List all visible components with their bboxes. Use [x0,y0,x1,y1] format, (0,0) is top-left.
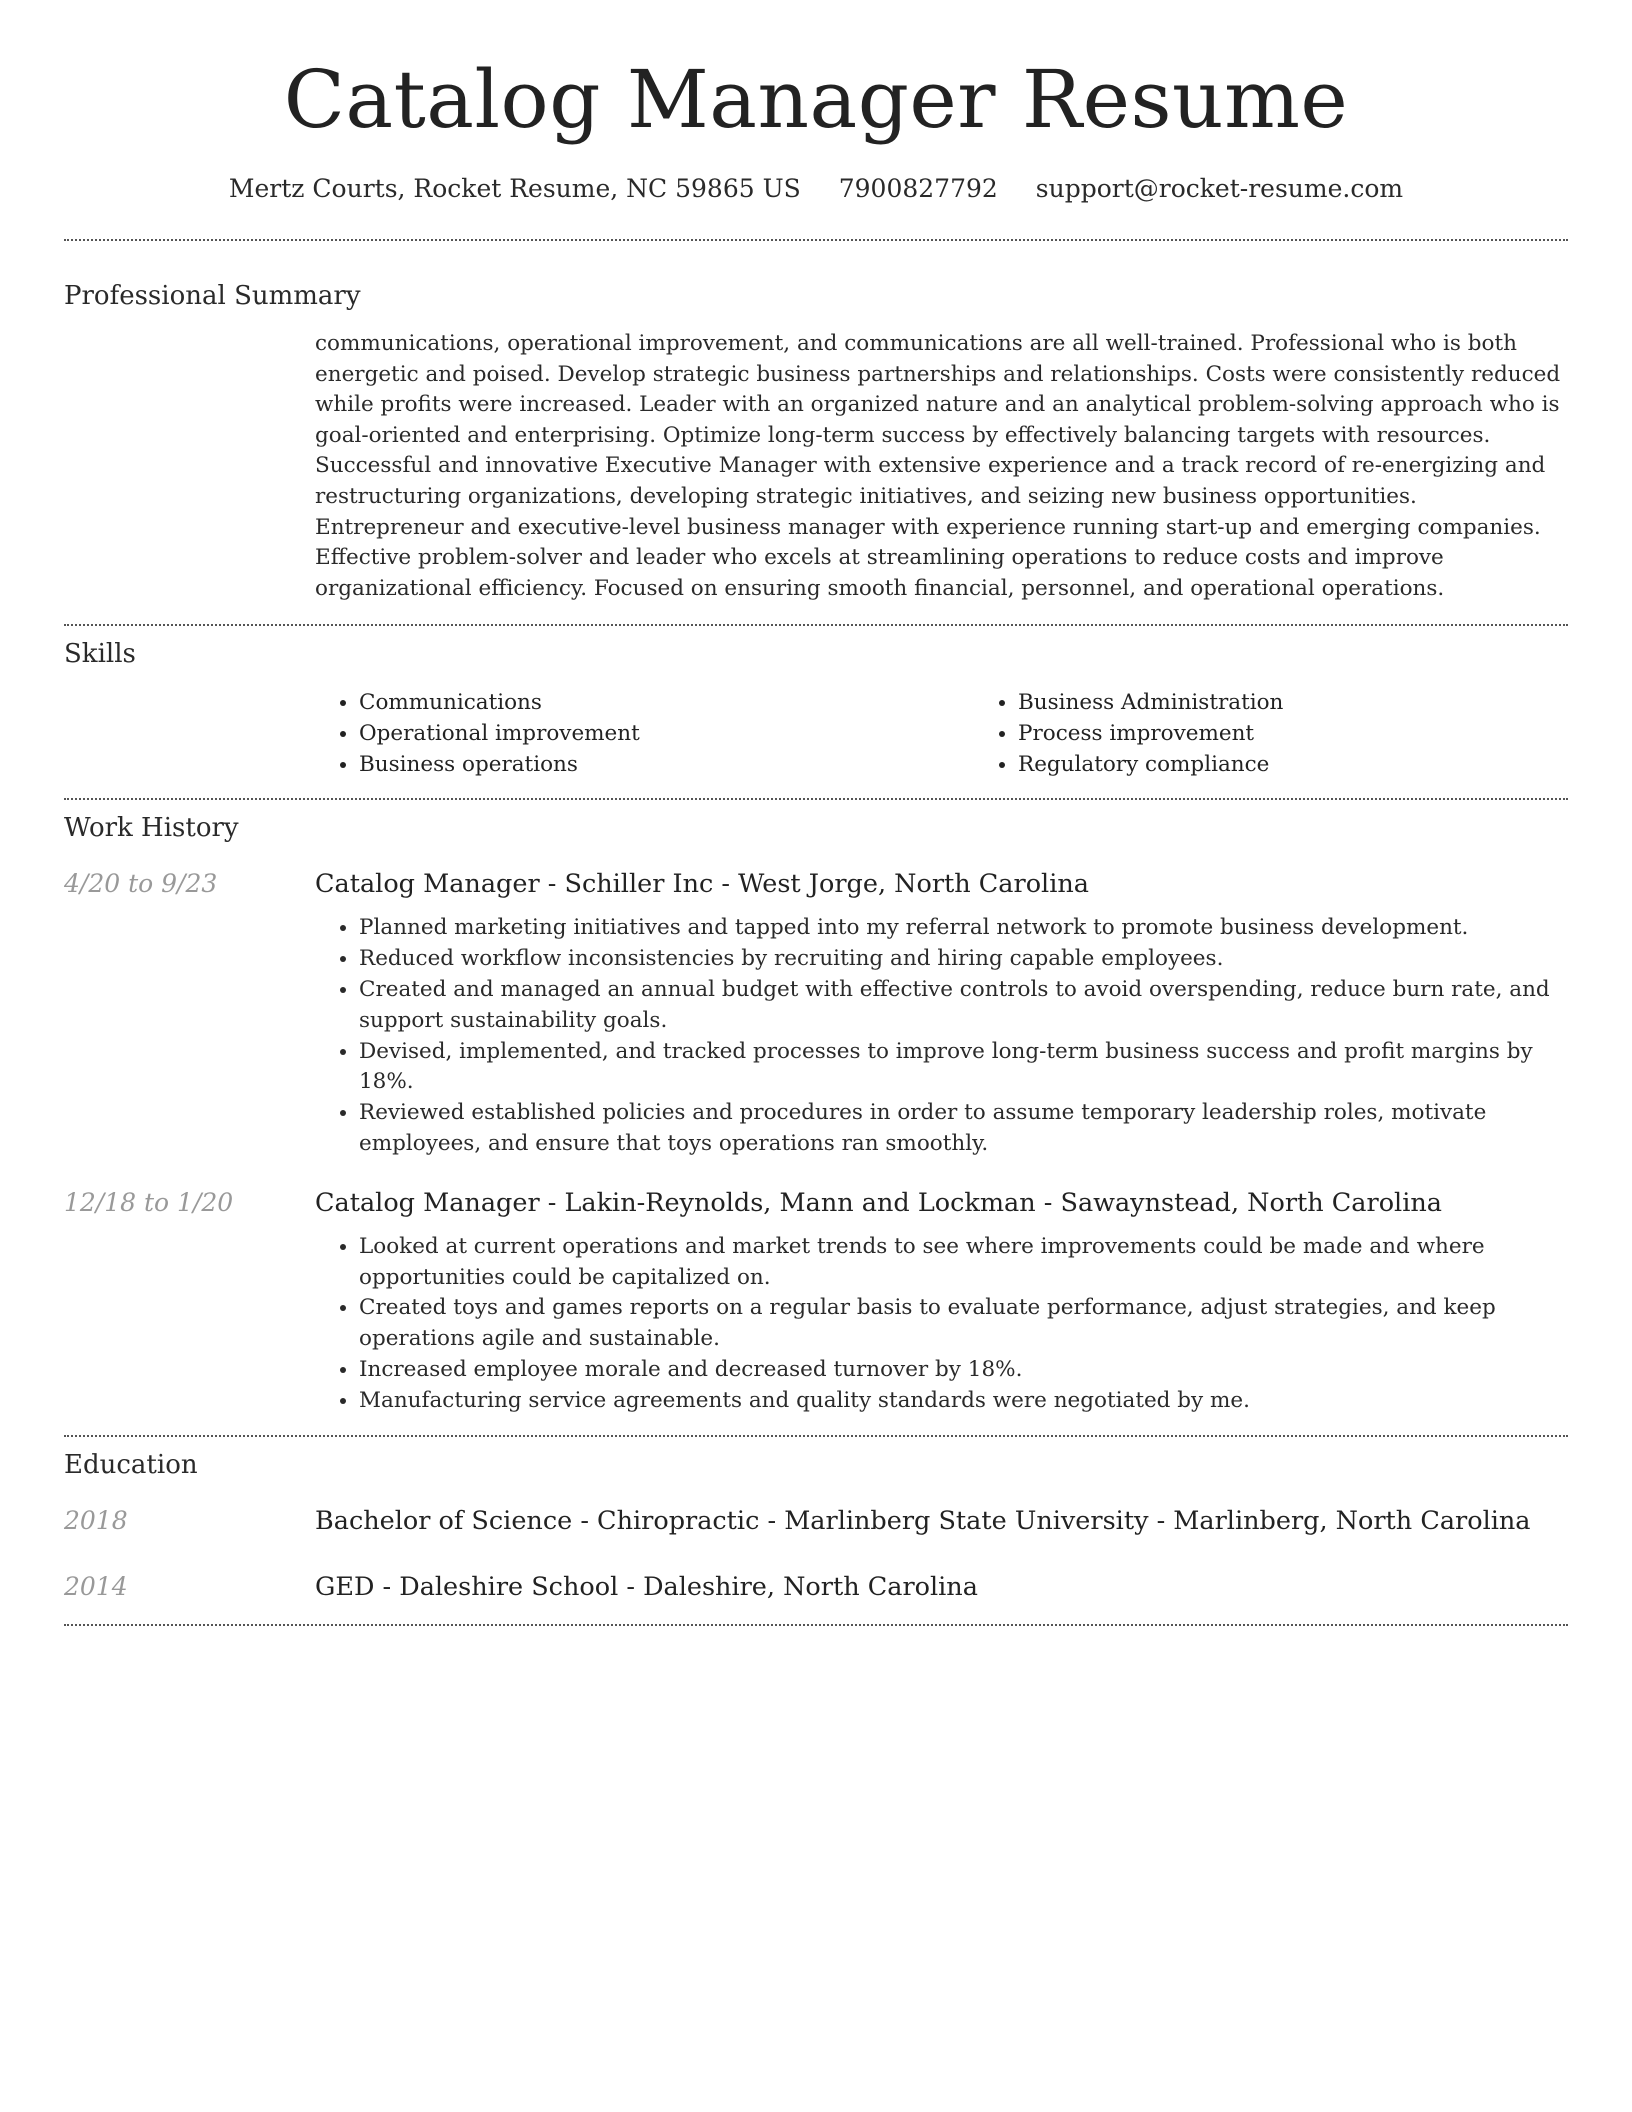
skills-list-right [974,687,1283,780]
contact-email: support@rocket-resume.com [1035,174,1404,203]
skill-item: • Process improvement [1018,718,1283,749]
job-bullet: • Increased employee morale and decreased turnover by 18%. [359,1355,1568,1386]
skills-list-left [315,687,974,780]
education-title: GED - Daleshire School - Daleshire, North Carolina [315,1571,978,1602]
job-entry [64,869,1568,1159]
summary-heading: Professional Summary [64,281,361,311]
divider [64,798,1568,800]
job-bullet: • Looked at current operations and market trends to see where improvements could be made and where opportunities could be capitalized on. [359,1232,1568,1294]
resume-page [64,0,1568,1626]
contact-address: Mertz Courts, Rocket Resume, NC 59865 US [228,174,801,203]
job-bullet: • Reviewed established policies and procedures in order to assume temporary leadership roles, motivate employees, and ensure that toys operations ran smoothly. [359,1098,1568,1160]
work-heading: Work History [64,813,239,844]
divider [64,239,1568,241]
job-bullet: • Manufacturing service agreements and quality standards were negotiated by me. [359,1386,1568,1417]
divider [64,1435,1568,1437]
education-heading: Education [64,1449,198,1480]
job-bullet: • Reduced workflow inconsistencies by recruiting and hiring capable employees. [359,944,1568,975]
job-bullets [315,913,1568,1159]
work-section [64,813,1568,1416]
skill-item: • Communications [359,687,974,718]
skills-heading: Skills [64,639,136,670]
job-bullet: • Devised, implemented, and tracked processes to improve long-term business success and profit margins by 18%. [359,1037,1568,1099]
job-entry [64,1188,1568,1417]
divider [64,624,1568,626]
skill-item: • Regulatory compliance [1018,749,1283,780]
education-title: Bachelor of Science - Chiropractic - Marlinberg State University - Marlinberg, North Carolina [315,1505,1531,1536]
education-year: 2014 [64,1571,128,1601]
education-year: 2018 [64,1505,128,1535]
divider [64,1624,1568,1626]
job-dates: 4/20 to 9/23 [64,869,218,899]
skill-item: • Business Administration [1018,687,1283,718]
contact-line [64,174,1568,203]
summary-text: communications, operational improvement, and communications are all well-trained. Professional who is both energetic and poised. Develop strategic business partnerships and relationships. Costs were consistently reduced while profits were increased. Leader with an organized nature and an analytical problem-solving approach who is goal-oriented and enterprising. Optimize long-term success by effectively balancing targets with resources. Successful and innovative Executive Manager with extensive experience and a track record of re-energizing and restructuring organizations, developing strategic initiatives, and seizing new business opportunities. Entrepreneur and executive-level business manager with experience running start-up and emerging companies. Effective problem-solver and leader who excels at streamlining operations to reduce costs and improve organizational efficiency. Focused on ensuring smooth financial, personnel, and operational operations. [315,331,1561,601]
resume-title: Catalog Manager Resume [283,53,1349,146]
job-title: Catalog Manager - Lakin-Reynolds, Mann and Lockman - Sawaynstead, North Carolina [315,1187,1442,1218]
job-bullet: • Created toys and games reports on a regular basis to evaluate performance, adjust strategies, and keep operations agile and sustainable. [359,1293,1568,1355]
job-bullet: • Created and managed an annual budget with effective controls to avoid overspending, reduce burn rate, and support sustainability goals. [359,975,1568,1037]
job-dates: 12/18 to 1/20 [64,1187,234,1217]
education-section [64,1450,1568,1602]
job-bullet: • Planned marketing initiatives and tapped into my referral network to promote business development. [359,913,1568,944]
contact-phone: 7900827792 [838,174,998,203]
skill-item: • Operational improvement [359,718,974,749]
education-entry [64,1506,1568,1536]
summary-section [64,281,1568,604]
skill-item: • Business operations [359,749,974,780]
job-title: Catalog Manager - Schiller Inc - West Jorge, North Carolina [315,869,1089,900]
job-bullets [315,1232,1568,1417]
education-entry [64,1572,1568,1602]
skills-section [64,639,1568,780]
